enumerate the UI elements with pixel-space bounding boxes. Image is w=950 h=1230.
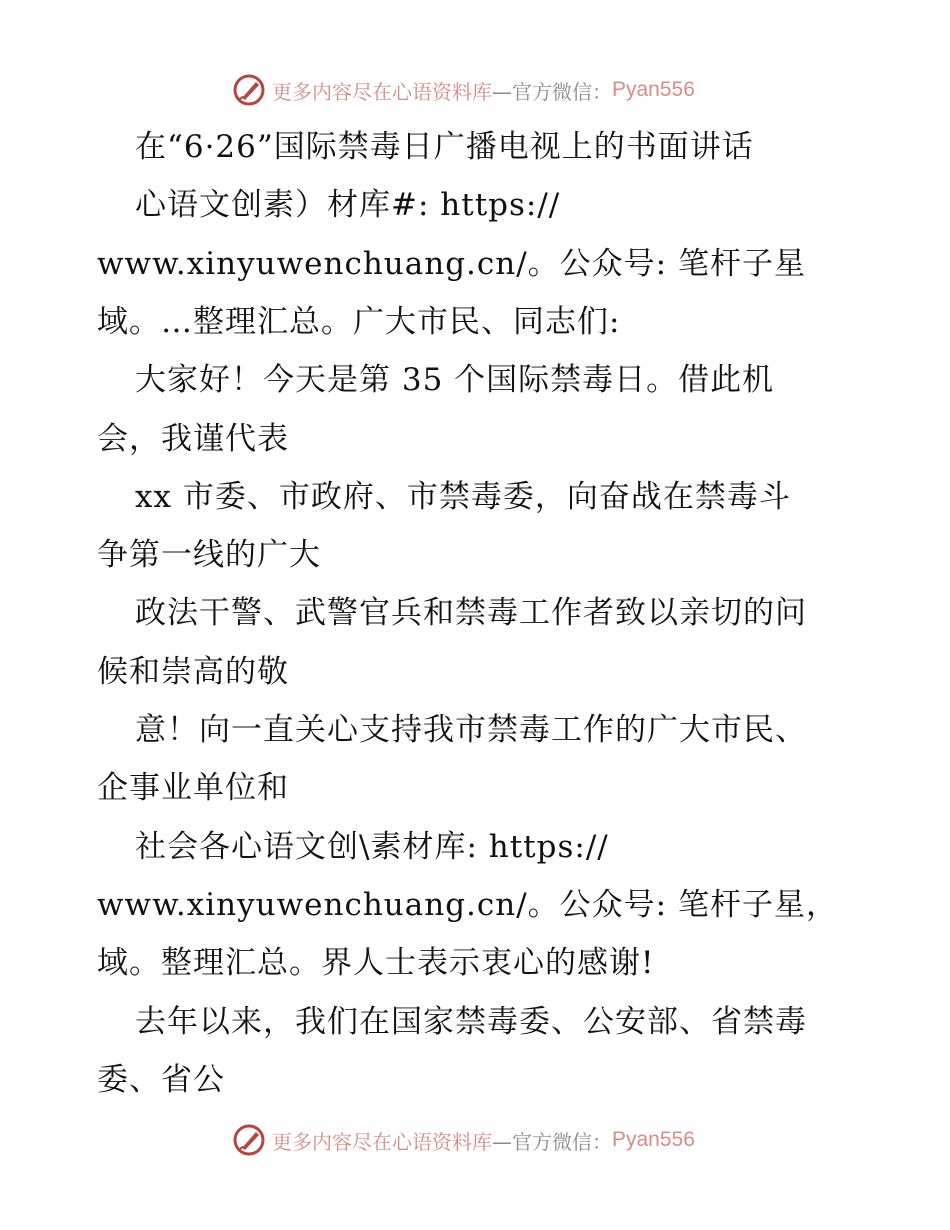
text-line: www.xinyuwenchuang.cn/。公众号: 笔杆子星，	[97, 886, 838, 923]
text-line: 心语文创素）材库#: https://	[135, 187, 561, 224]
text-line: 大家好！今天是第 35 个国际禁毒日。借此机	[135, 362, 775, 399]
text-line: 社会各心语文创\素材库: https://	[135, 828, 609, 865]
text-line: 候和崇高的敬	[97, 653, 289, 690]
banner-main-text: 更多内容尽在心语资料库	[272, 1129, 492, 1154]
text-line: 域。整理汇总。界人士表示衷心的感谢!	[97, 945, 655, 982]
text-line: 域。…整理汇总。广大市民、同志们:	[97, 303, 621, 340]
text-line: 在“6·26”国际禁毒日广播电视上的书面讲话	[135, 129, 754, 165]
text-line: 争第一线的广大	[97, 537, 321, 574]
text-line: 企事业单位和	[97, 770, 289, 807]
footer-banner	[232, 1120, 695, 1160]
banner-separator-text: —官方微信：	[492, 1129, 612, 1154]
text-line: xx 市委、市政府、市禁毒委，向奋战在禁毒斗	[135, 478, 791, 515]
pen-logo-icon	[232, 73, 266, 107]
text-line: 意！向一直关心支持我市禁毒工作的广大市民、	[135, 712, 807, 748]
banner-separator-text: —官方微信：	[492, 79, 612, 104]
text-line: 去年以来，我们在国家禁毒委、公安部、省禁毒	[135, 1003, 807, 1040]
text-line: 政法干警、武警官兵和禁毒工作者致以亲切的问	[135, 595, 807, 632]
text-line: 委、省公	[97, 1061, 225, 1098]
banner-main-text: 更多内容尽在心语资料库	[272, 79, 492, 104]
banner-wechat-id: Pyan556	[612, 78, 695, 101]
text-line: 会，我谨代表	[97, 420, 289, 457]
banner-wechat-id: Pyan556	[612, 1128, 695, 1151]
header-banner	[232, 70, 695, 110]
text-line: www.xinyuwenchuang.cn/。公众号: 笔杆子星	[97, 245, 806, 282]
pen-logo-icon	[232, 1123, 266, 1157]
